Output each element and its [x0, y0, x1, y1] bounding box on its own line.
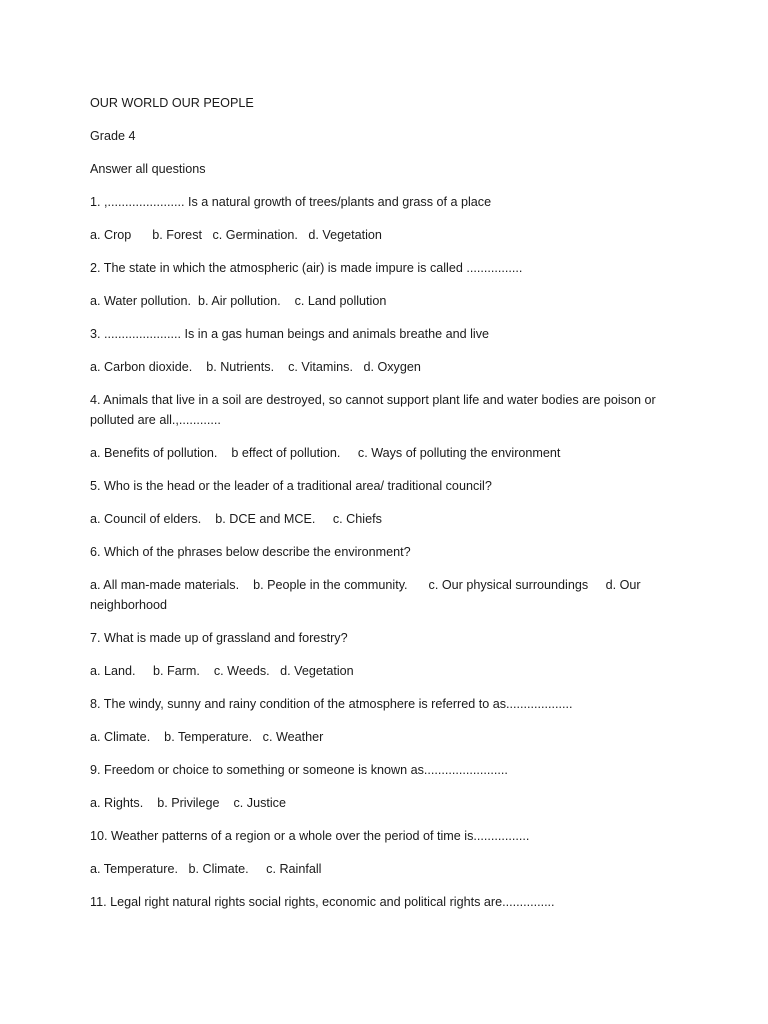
question-6: 6. Which of the phrases below describe the environment?	[90, 545, 411, 559]
question-7: 7. What is made up of grassland and forestry?	[90, 631, 348, 645]
question-5: 5. Who is the head or the leader of a traditional area/ traditional council?	[90, 479, 492, 493]
question-3: 3. ...................... Is in a gas human beings and animals breathe and live	[90, 327, 490, 341]
grade-label: Grade 4	[90, 129, 136, 143]
options-5: a. Council of elders. b. DCE and MCE. c. Chiefs	[90, 512, 382, 526]
question-11: 11. Legal right natural rights social rights, economic and political rights are...............	[90, 895, 555, 909]
options-9: a. Rights. b. Privilege c. Justice	[90, 796, 286, 810]
options-1: a. Crop b. Forest c. Germination. d. Vegetation	[90, 228, 382, 242]
worksheet-title: OUR WORLD OUR PEOPLE	[90, 96, 254, 110]
options-4: a. Benefits of pollution. b effect of pollution. c. Ways of polluting the environment	[90, 446, 561, 460]
options-3: a. Carbon dioxide. b. Nutrients. c. Vitamins. d. Oxygen	[90, 360, 421, 374]
question-8: 8. The windy, sunny and rainy condition of the atmosphere is referred to as...................	[90, 697, 573, 711]
question-2: 2. The state in which the atmospheric (air) is made impure is called ................	[90, 261, 523, 275]
question-10: 10. Weather patterns of a region or a whole over the period of time is................	[90, 829, 530, 843]
instruction-text: Answer all questions	[90, 162, 206, 176]
options-8: a. Climate. b. Temperature. c. Weather	[90, 730, 324, 744]
question-1: 1. ,...................... Is a natural growth of trees/plants and grass of a place	[90, 195, 492, 209]
options-7: a. Land. b. Farm. c. Weeds. d. Vegetation	[90, 664, 354, 678]
question-9: 9. Freedom or choice to something or someone is known as........................	[90, 763, 508, 777]
question-4: 4. Animals that live in a soil are destroyed, so cannot support plant life and water bodies are poison or polluted are all.,............	[90, 393, 656, 427]
options-10: a. Temperature. b. Climate. c. Rainfall	[90, 862, 322, 876]
options-2: a. Water pollution. b. Air pollution. c. Land pollution	[90, 294, 387, 308]
options-6: a. All man-made materials. b. People in the community. c. Our physical surroundings d. Our neighborhood	[90, 578, 645, 612]
worksheet-page	[90, 93, 680, 925]
